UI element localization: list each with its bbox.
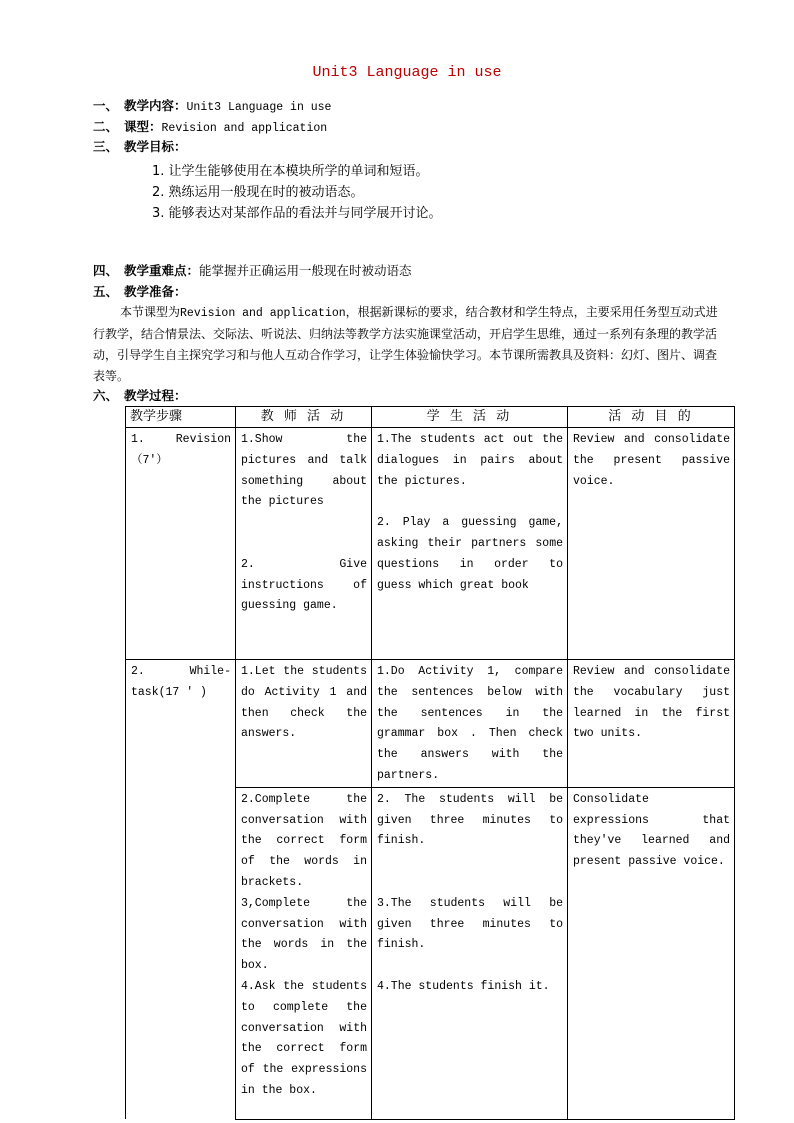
- student-activity-cell: [372, 428, 568, 660]
- goal-item: 1. 让学生能够使用在本模块所学的单词和短语。: [152, 164, 429, 179]
- table-header-row: [126, 407, 735, 428]
- teacher-activity-text: 2. Give instructions of guessing game.: [241, 557, 367, 613]
- header-step: 教学步骤: [126, 407, 236, 428]
- teaching-process-table: [125, 406, 735, 1120]
- student-activity-cell: 1.Do Activity 1, compare the sentences below with the sentences in the grammar box . Then check the answers with the partners.: [372, 660, 568, 788]
- section-key-points: 四、 教学重难点：能掌握并正确运用一般现在时被动语态: [93, 263, 412, 278]
- header-student-activity: 学 生 活 动: [372, 407, 568, 428]
- teacher-activity-cell: 1.Let the students do Activity 1 and then check the answers.: [236, 660, 372, 788]
- student-activity-text: 2. The students will be given three minutes to finish.: [377, 792, 563, 848]
- teacher-activity-text: 2.Complete the conversation with the correct form of the words in brackets.: [241, 792, 367, 889]
- section-preparation-heading: 五、 教学准备：: [93, 284, 187, 299]
- section-process-heading: 六、 教学过程：: [93, 388, 187, 403]
- teacher-activity-text: 1.Show the pictures and talk something about the pictures: [241, 433, 367, 509]
- step-cell: 1. Revision （7'）: [126, 428, 236, 660]
- section-goals-heading: 三、 教学目标：: [93, 139, 187, 154]
- goal-item: 3. 能够表达对某部作品的看法并与同学展开讨论。: [152, 206, 442, 221]
- student-activity-text: 2. Play a guessing game, asking their partners some questions in order to guess which great book: [377, 516, 563, 592]
- table-row: [126, 660, 735, 788]
- preparation-paragraph: 本节课型为Revision and application，根据新课标的要求，结合教材和学生特点，主要采用任务型互动式进行教学，结合情景法、交际法、听说法、归纳法等教学方法实施课堂活动，开启学生思维，通过一系列有条理的教学活动，引导学生自主探究学习和与他人互动合作学习，让学生体验愉快学习。本节课所需教具及资料：幻灯、图片、调查表等。: [93, 305, 718, 383]
- student-activity-text: 4.The students finish it.: [377, 979, 550, 993]
- header-purpose: 活 动 目 的: [568, 407, 735, 428]
- purpose-cell: Consolidate expressions that they've learned and present passive voice.: [568, 787, 735, 1119]
- section-type: 二、 课型：Revision and application: [93, 119, 328, 135]
- goal-item: 2. 熟练运用一般现在时的被动语态。: [152, 185, 364, 200]
- table-row: [126, 428, 735, 660]
- section-content: 一、 教学内容：Unit3 Language in use: [93, 98, 332, 114]
- teacher-activity-cell: [236, 787, 372, 1119]
- step-cell: 2. While-task(17 ' ): [126, 660, 236, 1120]
- teacher-activity-cell: [236, 428, 372, 660]
- teacher-activity-text: 4.Ask the students to complete the conversation with the correct form of the expressions in the box.: [241, 979, 367, 1097]
- document-title: Unit3 Language in use: [312, 64, 502, 81]
- student-activity-cell: [372, 787, 568, 1119]
- student-activity-text: 1.The students act out the dialogues in pairs about the pictures.: [377, 433, 563, 488]
- header-teacher-activity: 教 师 活 动: [236, 407, 372, 428]
- teacher-activity-text: 3,Complete the conversation with the words in the box.: [241, 896, 367, 973]
- purpose-cell: Review and consolidate the present passive voice.: [568, 428, 735, 660]
- purpose-cell: Review and consolidate the vocabulary just learned in the first two units.: [568, 660, 735, 788]
- student-activity-text: 3.The students will be given three minutes to finish.: [377, 896, 563, 952]
